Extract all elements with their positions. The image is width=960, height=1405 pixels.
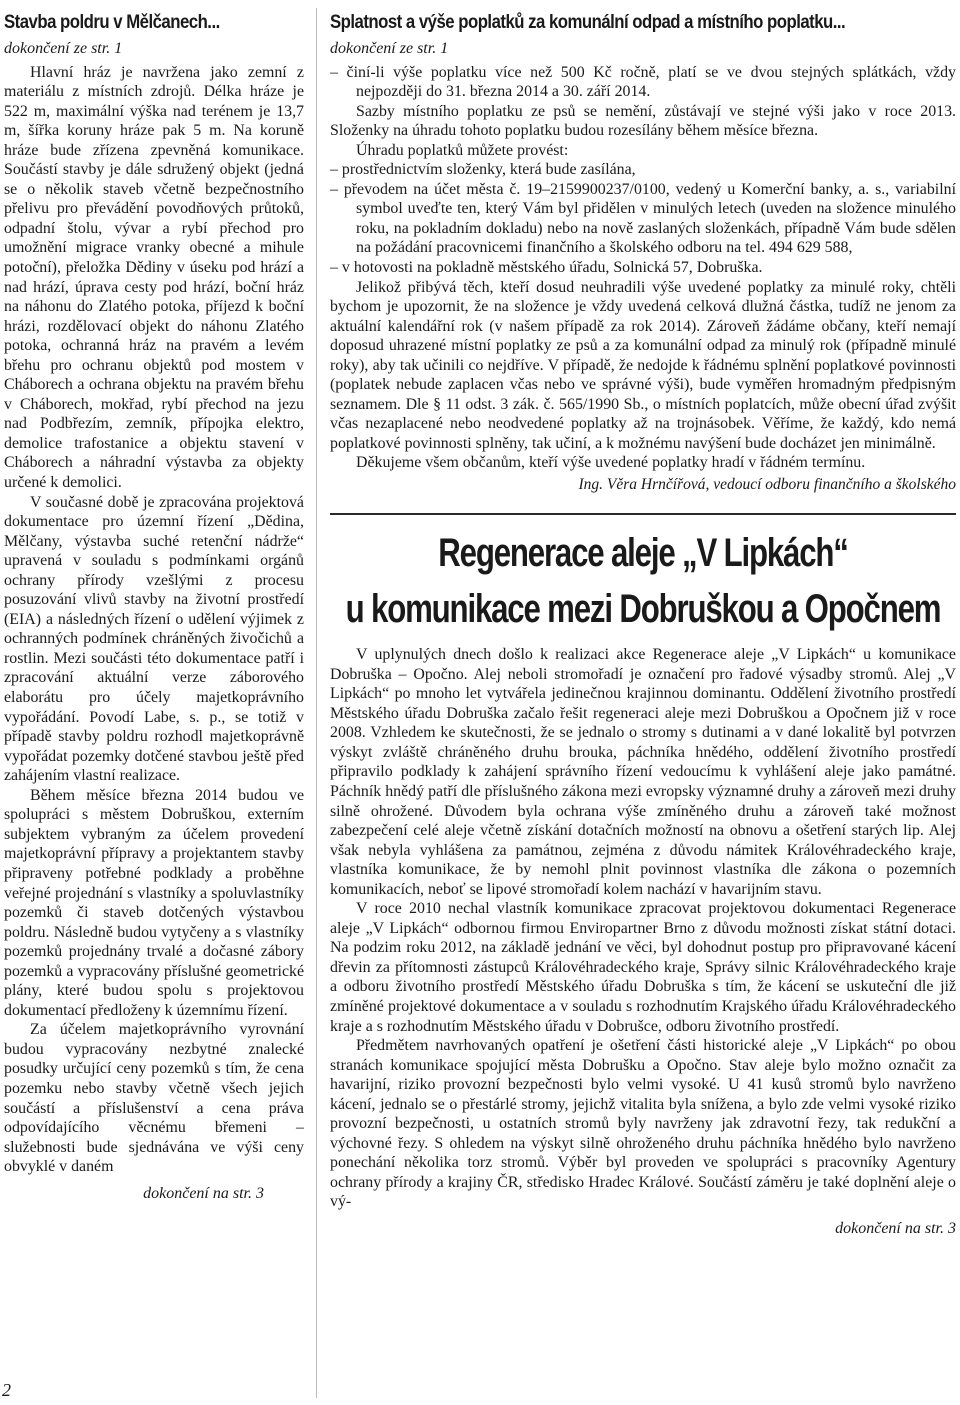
signature: Ing. Věra Hrnčířová, vedoucí odboru finančního a školského [578,476,956,494]
bottom-paragraph: V roce 2010 nechal vlastník komunikace zpracovat projektovou dokumentaci Regenerace aleje „V Lipkách“ odbornou firmou Enviropartner Brno z důvodu možnosti získat státní dotaci. Na podzim roku 2012, na základě jednání ve věci, byl dohodnut postup pro připravované kácení dřevin za přítomnosti zástupců Královéhradeckého kraje, Správy silnic Královéhradeckého kraje a odboru životního prostředí Městského úřadu Dobruška s tím, že kácení se uskuteční dle již zmíněné projektové dokumentace a v souladu s rozhodnutím Krajského úřadu Královéhradeckého kraje a s rozhodnutím Městského úřadu v Dobrušce, odboru životního prostředí. [330,900,956,1035]
right-paragraph: Úhradu poplatků můžete provést: [356,141,569,159]
left-continued-from: dokončení ze str. 1 [4,40,123,58]
left-paragraph: Za účelem majetkoprávního vyrovnání budou vypracovány nezbytné znalecké posudky určující ceny pozemků s tím, že cena pozemku nebo stavby včetně všech jejich součástí a příslušenství a cena práva odpovídajícího věcnému břemeni – služebnosti bude sjednávána ve výši ceny obvyklé v daném [4,1021,304,1176]
dash-item: – převodem na účet města č. 19–2159900237/0100, vedený u Komerční banky, a. s., variabilní symbol uveďte ten, který Vám byl přidělen v minulých letech (uveden na složence minulého roku, na pokladním dokladu) nebo na nově zaslaných složenkách, případně Vám bude sdělen na požádání pracovnicemi finančního a školského odboru na tel. 494 629 588, [330,180,956,257]
left-continued-on: dokončení na str. 3 [143,1184,264,1202]
left-paragraph: Během měsíce března 2014 budou ve spolupráci s městem Dobruškou, externím subjektem vybraným za účelem provedení majetkoprávní přípravy a projektantem stavby připraveny potřebné podklady a proběhne veřejné projednání s vlastníky a spoluvlastníky pozemků či staveb dotčených výstavbou poldru. Následně budou vytyčeny a s vlastníky pozemků projednány trvalé a dočasné zábory pozemků a vypracovány příslušné geometrické plány, které budou spolu s projektovou dokumentací předloženy k územnímu řízení. [4,786,304,1019]
left-article-body [4,63,304,1177]
left-column [4,4,304,1399]
bottom-paragraph: Předmětem navrhovaných opatření je ošetření části historické aleje „V Lipkách“ po obou stranách komunikace spojující města Dobrušku a Opočno. Stav aleje bylo možno označit za havarijní, riziko provozní bezpečnosti bylo velmi vysoké. U 41 kusů stromů bylo navrženo kácení, jednalo se o přestárlé stromy, jejichž vitalita byla snížena, a bylo zde velmi vysoké riziko provozní bezpečnosti, u ostatních stromů byly navrženy jak zdravotní řezy, tak redukční a výchovné řezy. S ohledem na výskyt silně ohroženého druhu páchníka hnědého bylo navrženo ponechání několika torz stromů. Výběr byl proveden ve spolupráci s pracovníky Agentury ochrany přírody a krajiny ČR, středisko Hradec Králové. Součástí záměru je také doplnění aleje o vý- [330,1037,956,1211]
right-paragraph: Sazby místního poplatku ze psů se nemění, zůstávají ve stejné výši jako v roce 2013. Složenky na úhradu tohoto poplatku budou rozesílány během měsíce března. [330,102,956,140]
bottom-continued-on: dokončení na str. 3 [835,1220,956,1238]
bottom-article-title-line1: Regenerace aleje „V Lipkách“ [438,531,848,576]
right-article-body [330,63,956,473]
section-divider [330,513,956,515]
left-paragraph: Hlavní hráz je navržena jako zemní z materiálu z místních zdrojů. Délka hráze je 522 m, maximální výška nad terénem je 13,7 m, šířka koruny hráze pak 5 m. Na koruně hráze bude zřízena zpevněná komunikace. Součástí stavby je dále sdružený objekt (jedná se o několik staveb včetně bezpečnostního přelivu pro převádění povodňových průtoků, odpadní štolu, vývar a rybí přechod pro umožnění migrace vranky obecné a mihule potoční), přeložka Dědiny v úseku pod hrází a nad hrází, úprava cesty pod hrází, boční hráz na náhonu do Zlatého potoka, příjezd k boční hrázi, rozdělovací objekt do náhonu Zlatého potoka, ochranná hráz na pravém a levém břehu pro ochranu objektů pod mostem v Cháborech a ochrana objektu na pravém břehu v Cháborech, mokřad, rybí přechod na jezu nad Podbřezím, zemník, přípojka elektro, demolice trafostanice a objektu stavení v Cháborech a náhradní výstavba za objekty určené k demolici. [4,63,304,492]
right-continued-from: dokončení ze str. 1 [330,40,449,58]
bottom-paragraph: V uplynulých dnech došlo k realizaci akce Regenerace aleje „V Lipkách“ u komunikace Dobruška – Opočno. Alej neboli stromořadí je označení pro řadové výsadby stromů. Alej „V Lipkách“ po mnoho let vytvářela jedinečnou krajinnou dominantu. Oddělení životního prostředí Městského úřadu Dobruška začalo řešit regeneraci aleje mezi Dobruškou a Opočnem již v roce 2008. Vzhledem ke skutečnosti, že se jednalo o stromy s dutinami a v dané lokalitě byl potvrzen výskyt zvláště chráněného druhu brouka, páchníka hnědého, oddělení životního prostředí připravilo podklady k zahájení správního řízení vedoucímu k vyhlášení aleje jako památné. Páchník hnědý patří dle příslušného zákona mezi evropsky významné druhy a zároveň mezi druhy silně ohrožené. Důvodem byla ochrana výše zmíněného druhu a zároveň také možnost zabezpečení celé aleje včetně získání dotačních možností na obnovu a ošetření starých lip. Alej však nebyla vyhlášena za památnou, zejména z důvodu námitek Královéhradeckého kraje, vlastníka komunikace, že by nemohl plnit povinnost vlastníka dle zákona o pozemních komunikacích, neboť se lipové stromořadí kolem nachází v havarijním stavu. [330,646,956,898]
right-article-title: Splatnost a výše poplatků za komunální odpad a místního poplatku... [330,11,846,33]
right-column [330,4,956,1399]
right-paragraph: Děkujeme všem občanům, kteří výše uvedené poplatky hradí v řádném termínu. [356,454,866,472]
dash-item: – prostřednictvím složenky, která bude zasílána, [330,161,636,179]
right-paragraph: Jelikož přibývá těch, kteří dosud neuhradili výše uvedené poplatky za minulé roky, chtěli bychom je upozornit, že na složence je vždy uvedená celková dlužná částka, tudíž ne jenom za aktuální kalendářní rok (v našem případě za rok 2014). Zároveň žádáme občany, kteří nemají doposud uhrazené místní poplatky ze psů a za komunální odpad za minulý rok (případně minulé roky), aby tak učinili co nejdříve. V případě, že nedojde k řádnému splnění poplatkové povinnosti (poplatek nebude zaplacen včas nebo ve správné výši), bude vyměřen hromadným předpisným seznamem. Dle § 11 odst. 3 zák. č. 565/1990 Sb., o místních poplatcích, může obecní úřad zvýšit včas nezaplacené nebo neodvedené poplatky až na trojnásobek. Věříme, že každý, kdo nemá poplatkové povinnosti splněny, tak učiní, a k možnému navýšení bude docházet jen minimálně. [330,278,956,452]
dash-item: – činí-li výše poplatku více než 500 Kč ročně, platí se ve dvou stejných splátkách, vždy nejpozději do 31. března 2014 a 30. září 2014. [330,63,956,101]
dash-item: – v hotovosti na pokladně městského úřadu, Solnická 57, Dobruška. [330,259,763,276]
column-divider [316,8,317,1398]
left-paragraph: V současné době je zpracována projektová dokumentace pro územní řízení „Dědina, Mělčany, výstavba suché retenční nádrže“ upravená v souladu s podmínkami orgánů ochrany přírody vzešlými z procesu posuzování vlivů stavby na životní prostředí (EIA) a následných řízení o udělení výjimek z ochranných podmínek chráněných živočichů a rostlin. Mezi součásti této dokumentace patří i zpracování aktuální verze záborového elaborátu pro účely majetkoprávního vypořádání. Povodí Labe, s. p., se totiž v případě stavby poldru rozhodl majetkoprávně vypořádat pozemky dotčené stavbou ještě před zahájením vlastní realizace. [4,493,304,785]
bottom-article-body [330,645,956,1212]
page-number: 2 [2,1380,11,1400]
bottom-article-title-line2: u komunikace mezi Dobruškou a Opočnem [345,587,941,632]
left-article-title: Stavba poldru v Mělčanech... [4,11,220,33]
